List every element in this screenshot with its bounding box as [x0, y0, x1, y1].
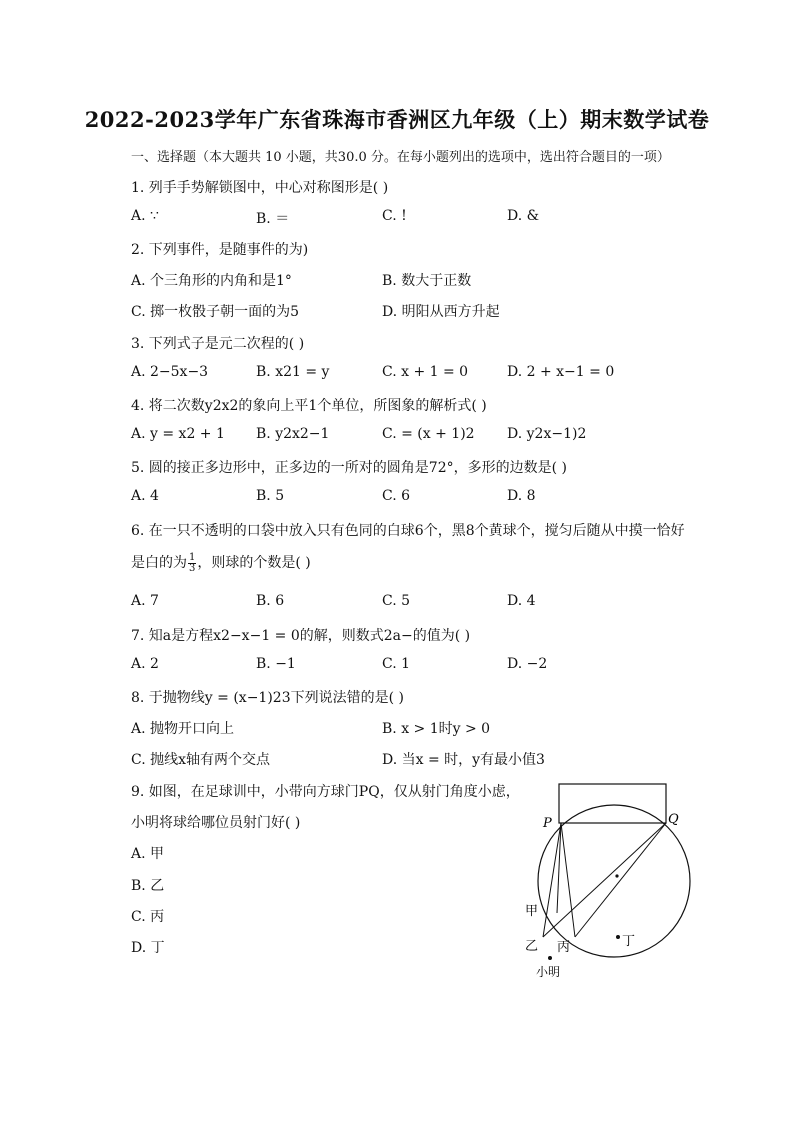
q7-option-b: B. −1 — [256, 656, 296, 672]
point-xiaoming — [548, 956, 552, 960]
question-8-stem: 8. 于抛物线y = (x−1)23下列说法错的是( ) — [131, 690, 404, 706]
question-2-stem: 2. 下列事件，是随事件的为) — [131, 242, 309, 258]
question-7-stem: 7. 知a是方程x2−x−1 = 0的解，则数式2a−的值为( ) — [131, 628, 471, 644]
q3-option-c: C. x + 1 = 0 — [382, 364, 469, 380]
label-xiaoming: 小明 — [536, 965, 561, 979]
q3-option-b: B. x21 = y — [256, 364, 330, 380]
fraction-numerator: 1 — [189, 551, 196, 563]
label-p: P — [543, 816, 552, 831]
q8-option-d: D. 当x = 时，y有最小值3 — [382, 752, 545, 768]
q7-option-d: D. −2 — [507, 656, 548, 672]
label-ding: 丁 — [622, 934, 636, 949]
question-1-stem: 1. 列手手势解锁图中，中心对称图形是( ) — [131, 180, 389, 196]
point-ding — [616, 935, 620, 939]
q6-option-a: A. 7 — [131, 593, 159, 609]
q5-option-b: B. 5 — [256, 488, 285, 504]
soccer-goal-figure — [505, 775, 705, 985]
q9-option-b: B. 乙 — [131, 878, 165, 894]
circle-center-dot — [615, 874, 618, 877]
label-jia: 甲 — [525, 904, 539, 919]
q6-option-c: C. 5 — [382, 593, 411, 609]
q5-option-a: A. 4 — [131, 488, 159, 504]
q4-option-a: A. y = x2 + 1 — [131, 426, 225, 442]
line-q-yi — [543, 823, 666, 937]
q6-option-d: D. 4 — [507, 593, 536, 609]
q9-option-a: A. 甲 — [131, 846, 165, 862]
q4-option-d: D. y2x−1)2 — [507, 426, 587, 442]
q8-option-a: A. 抛物开口向上 — [131, 721, 235, 737]
fraction-one-third — [188, 553, 196, 574]
q1-option-c: C. ! — [382, 208, 407, 224]
q8-option-c: C. 抛线x轴有两个交点 — [131, 752, 271, 768]
q1-option-a: A. ∵ — [131, 208, 159, 224]
section-heading: 一、选择题（本大题共 10 小题，共30.0 分。在每小题列出的选项中，选出符合题目的一项） — [131, 150, 670, 165]
q1-option-b: B. ＝ — [256, 211, 290, 227]
question-4-stem: 4. 将二次数y2x2的象向上平1个单位，所图象的解析式( ) — [131, 398, 487, 414]
question-9-stem-line2: 小明将球给哪位员射门好( ) — [131, 815, 301, 831]
q3-option-d: D. 2 + x−1 = 0 — [507, 364, 615, 380]
fraction-denominator: 3 — [189, 562, 196, 574]
q9-option-c: C. 丙 — [131, 909, 165, 925]
q5-option-c: C. 6 — [382, 488, 411, 504]
q9-option-d: D. 丁 — [131, 940, 165, 956]
q2-option-d: D. 明阳从西方升起 — [382, 304, 500, 320]
q6-stem-part-b: ，则球的个数是( ) — [197, 555, 311, 571]
q5-option-d: D. 8 — [507, 488, 536, 504]
q2-option-b: B. 数大于正数 — [382, 273, 472, 289]
q2-option-c: C. 掷一枚骰子朝一面的为5 — [131, 304, 300, 320]
q6-stem-part-a: 是白的为 — [131, 555, 187, 571]
q7-option-c: C. 1 — [382, 656, 411, 672]
question-5-stem: 5. 圆的接正多边形中，正多边的一所对的圆角是72°，多形的边数是( ) — [131, 460, 567, 476]
page-title: 2022-2023学年广东省珠海市香洲区九年级（上）期末数学试卷 — [84, 107, 710, 132]
q7-option-a: A. 2 — [131, 656, 159, 672]
q3-option-a: A. 2−5x−3 — [131, 364, 209, 380]
question-6-stem: 6. 在一只不透明的口袋中放入只有色同的白球6个，黑8个黄球个，搅匀后随从中摸一恰好 — [131, 523, 685, 539]
q8-option-b: B. x > 1时y > 0 — [382, 721, 491, 737]
label-q: Q — [668, 812, 679, 827]
question-3-stem: 3. 下列式子是元二次程的( ) — [131, 336, 305, 352]
q1-option-d: D. & — [507, 208, 540, 224]
q4-option-c: C. = (x + 1)2 — [382, 426, 475, 442]
label-yi: 乙 — [525, 939, 539, 954]
q2-option-a: A. 个三角形的内角和是1° — [131, 273, 292, 289]
goal-box — [559, 784, 666, 823]
question-6-stem-line2 — [131, 552, 311, 574]
question-9-stem: 9. 如图，在足球训中，小带向方球门PQ，仅从射门角度小虑， — [131, 784, 520, 800]
q4-option-b: B. y2x2−1 — [256, 426, 330, 442]
q6-option-b: B. 6 — [256, 593, 285, 609]
label-bing: 丙 — [557, 940, 571, 955]
line-p-bing — [561, 823, 575, 937]
line-q-bing — [575, 823, 666, 937]
